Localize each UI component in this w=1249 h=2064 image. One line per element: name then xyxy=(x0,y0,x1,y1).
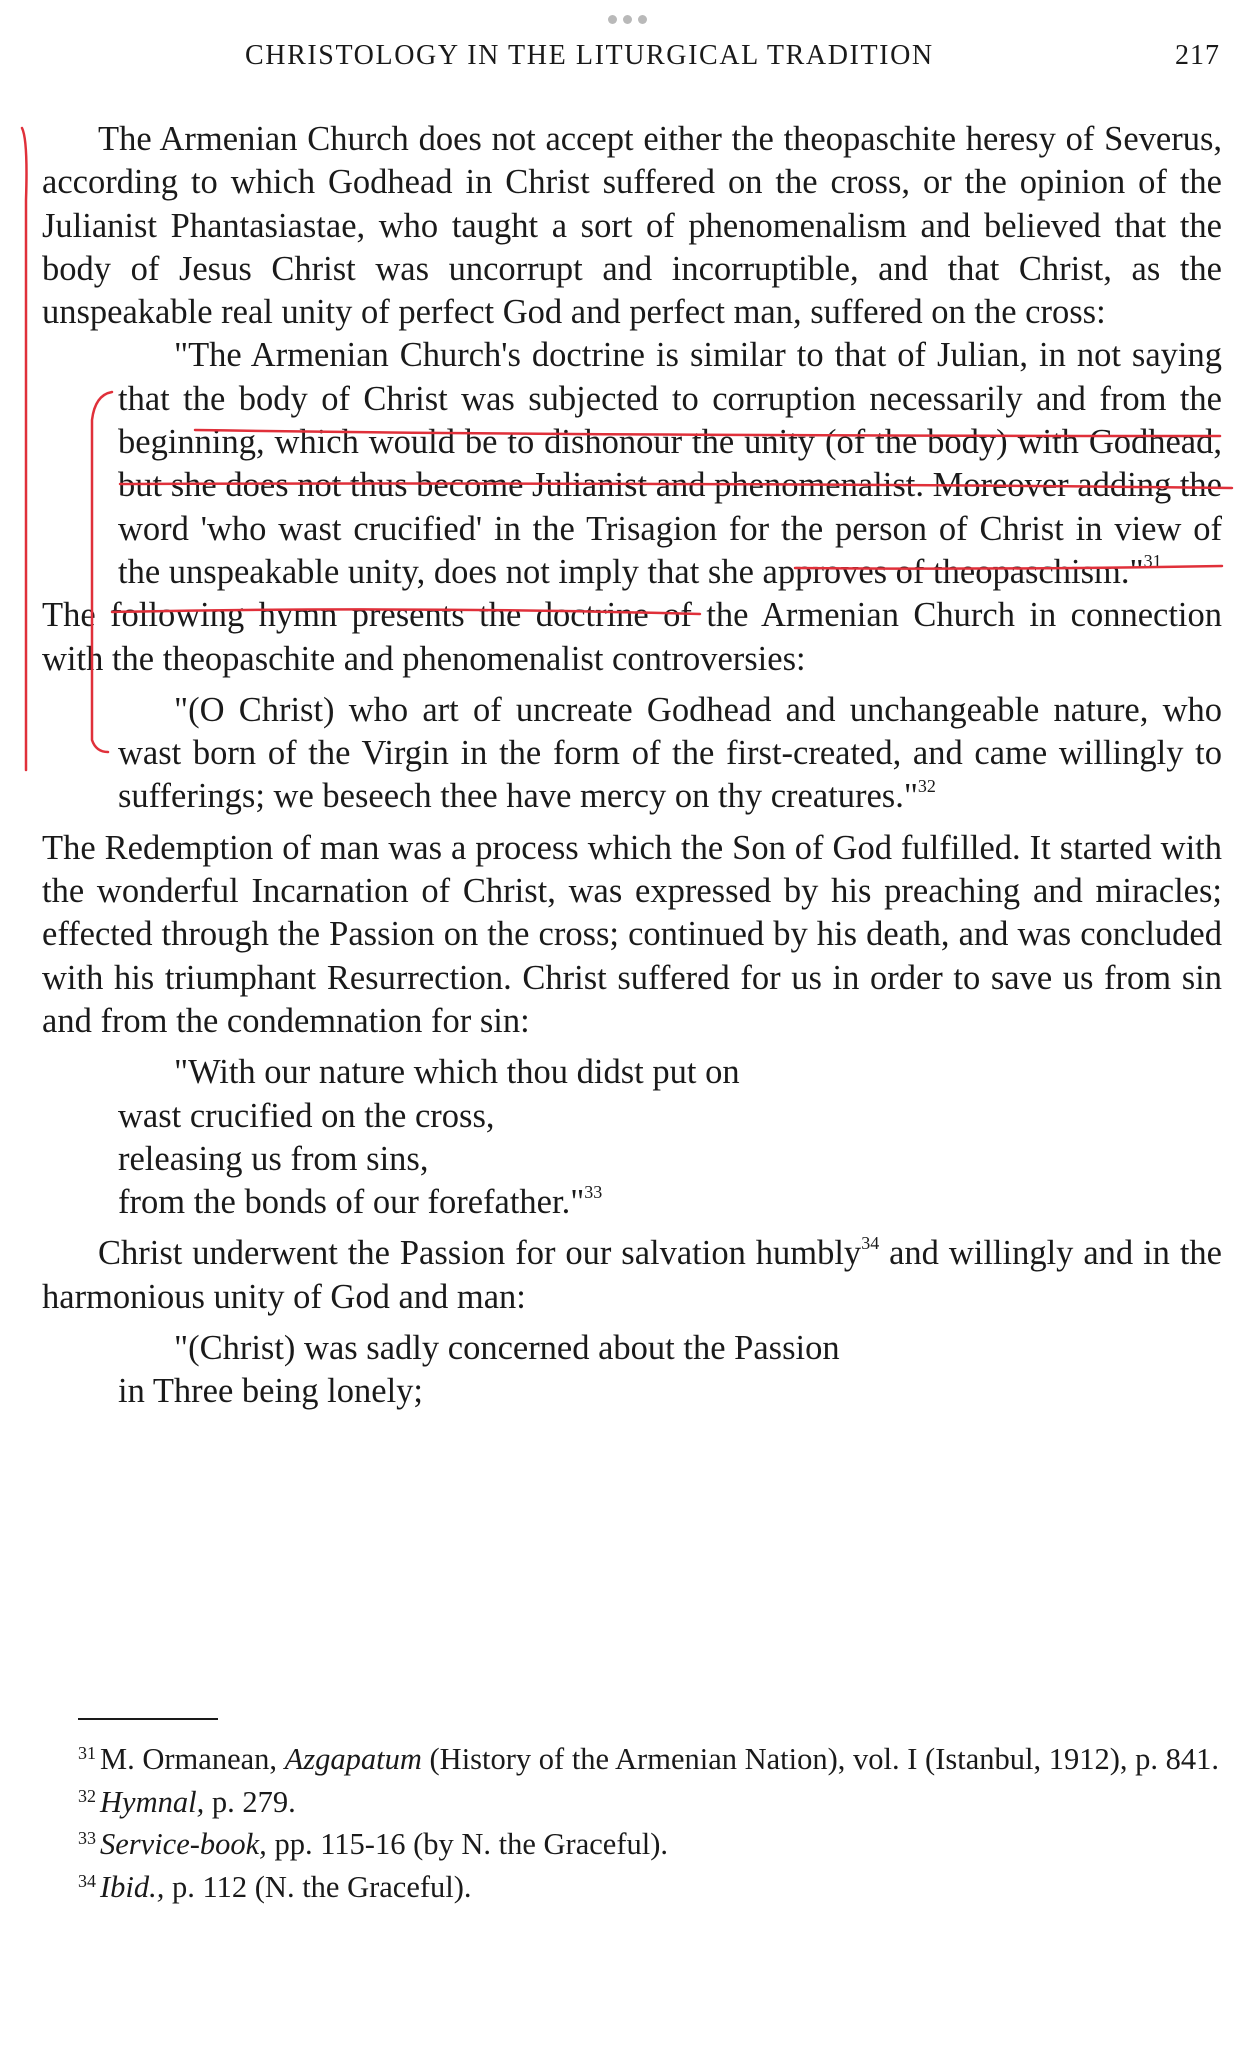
footnote-number: 32 xyxy=(78,1785,96,1806)
footnote-number: 34 xyxy=(78,1870,96,1891)
verse-line-last xyxy=(118,1181,1222,1224)
verse-line-text: from the bonds of our forefather." xyxy=(118,1183,585,1222)
footnote-ref-31[interactable]: 31 xyxy=(1143,551,1162,572)
footnote-text: (History of the Armenian Nation), vol. I (Istanbul, 1912), p. 841. xyxy=(421,1742,1219,1776)
dot xyxy=(638,15,647,24)
paragraph-2: The following hymn presents the doctrine of the Armenian Church in connection with the theopaschite and phenomenalist controversies: xyxy=(42,596,1222,678)
block-quote-1-text: "The Armenian Church's doctrine is similar to that of Julian, in not saying that the body of Christ was subjected to corruption necessarily and from the beginning, which would be to dishonour the unity (of the body) with Godhead, but she does not thus become Julianist and phenomenalist. Moreover adding the word 'who wast crucified' in the Trisagion for the person of Christ in view of the unspeakable unity, does not imply that she approves of theopaschism." xyxy=(118,336,1222,591)
page-header xyxy=(40,34,1220,74)
footnote-title: Ibid., xyxy=(100,1869,165,1904)
footnote-33 xyxy=(42,1825,1222,1868)
footnote-title: Azgapatum xyxy=(284,1742,422,1776)
paragraph-3: The Redemption of man was a process which the Son of God fulfilled. It started with the wonderful Incarnation of Christ, was expressed by his preaching and miracles; effected through the Passion on the cross; continued by his death, and was concluded with his triumphant Resurrection. Christ suffered for us in order to save us from sin and from the condemnation for sin: xyxy=(42,828,1222,1040)
footnote-text: p. 112 (N. the Graceful). xyxy=(164,1869,472,1904)
footnotes xyxy=(42,1740,1222,1910)
footnote-divider xyxy=(78,1718,218,1720)
footnote-ref-32[interactable]: 32 xyxy=(917,775,936,796)
footnote-text: pp. 115-16 (by N. the Graceful). xyxy=(266,1827,668,1861)
block-quote-2-text: "(O Christ) who art of uncreate Godhead and unchangeable nature, who wast born of the Virgin in the form of the first-created, and came willingly to sufferings; we beseech thee have mercy on thy creatures." xyxy=(118,690,1222,816)
verse-line: in Three being lonely; xyxy=(118,1372,423,1411)
block-quote-2 xyxy=(118,689,1222,819)
paragraph-4-a: Christ underwent the Passion for our salvation humbly xyxy=(98,1234,862,1273)
margin-bracket-left xyxy=(22,128,27,770)
page-number: 217 xyxy=(1175,40,1220,71)
footnote-text: p. 279. xyxy=(204,1784,296,1819)
footnote-number: 31 xyxy=(78,1743,96,1763)
footnote-34 xyxy=(42,1868,1222,1911)
paragraph-1: The Armenian Church does not accept either the theopaschite heresy of Severus, according to which Godhead in Christ suffered on the cross, or the opinion of the Julianist Phantasiastae, who taught a sort of phenomenalism and believed that the body of Jesus Christ was uncorrupt and incorruptible, and that Christ, as the unspeakable real unity of perfect God and perfect man, suffered on the cross: xyxy=(42,120,1222,332)
verse-line: wast crucified on the cross, xyxy=(118,1096,495,1135)
more-options-icon[interactable] xyxy=(605,14,649,24)
verse-line: "With our nature which thou didst put on xyxy=(174,1053,740,1092)
paragraph-4 xyxy=(42,1232,1222,1319)
footnote-title: Hymnal, xyxy=(100,1784,205,1819)
body-text xyxy=(42,118,1222,1422)
footnote-ref-34[interactable]: 34 xyxy=(861,1232,880,1253)
dot xyxy=(608,15,617,24)
footnote-31 xyxy=(42,1740,1222,1783)
footnote-32 xyxy=(42,1783,1222,1826)
verse-2 xyxy=(118,1327,1222,1414)
footnote-number: 33 xyxy=(78,1828,96,1848)
verse-line: releasing us from sins, xyxy=(118,1139,429,1178)
verse-line: "(Christ) was sadly concerned about the Passion xyxy=(174,1329,840,1368)
verse-1 xyxy=(118,1051,1222,1224)
paragraph-4-b: and willingly and in the harmonious unity of God and man: xyxy=(42,1234,1222,1316)
footnote-text: M. Ormanean, xyxy=(100,1742,285,1776)
dot xyxy=(623,15,632,24)
running-head: CHRISTOLOGY IN THE LITURGICAL TRADITION xyxy=(245,40,934,71)
footnote-ref-33[interactable]: 33 xyxy=(584,1181,603,1202)
block-quote-1 xyxy=(118,334,1222,594)
footnote-title: Service-book, xyxy=(100,1827,267,1861)
